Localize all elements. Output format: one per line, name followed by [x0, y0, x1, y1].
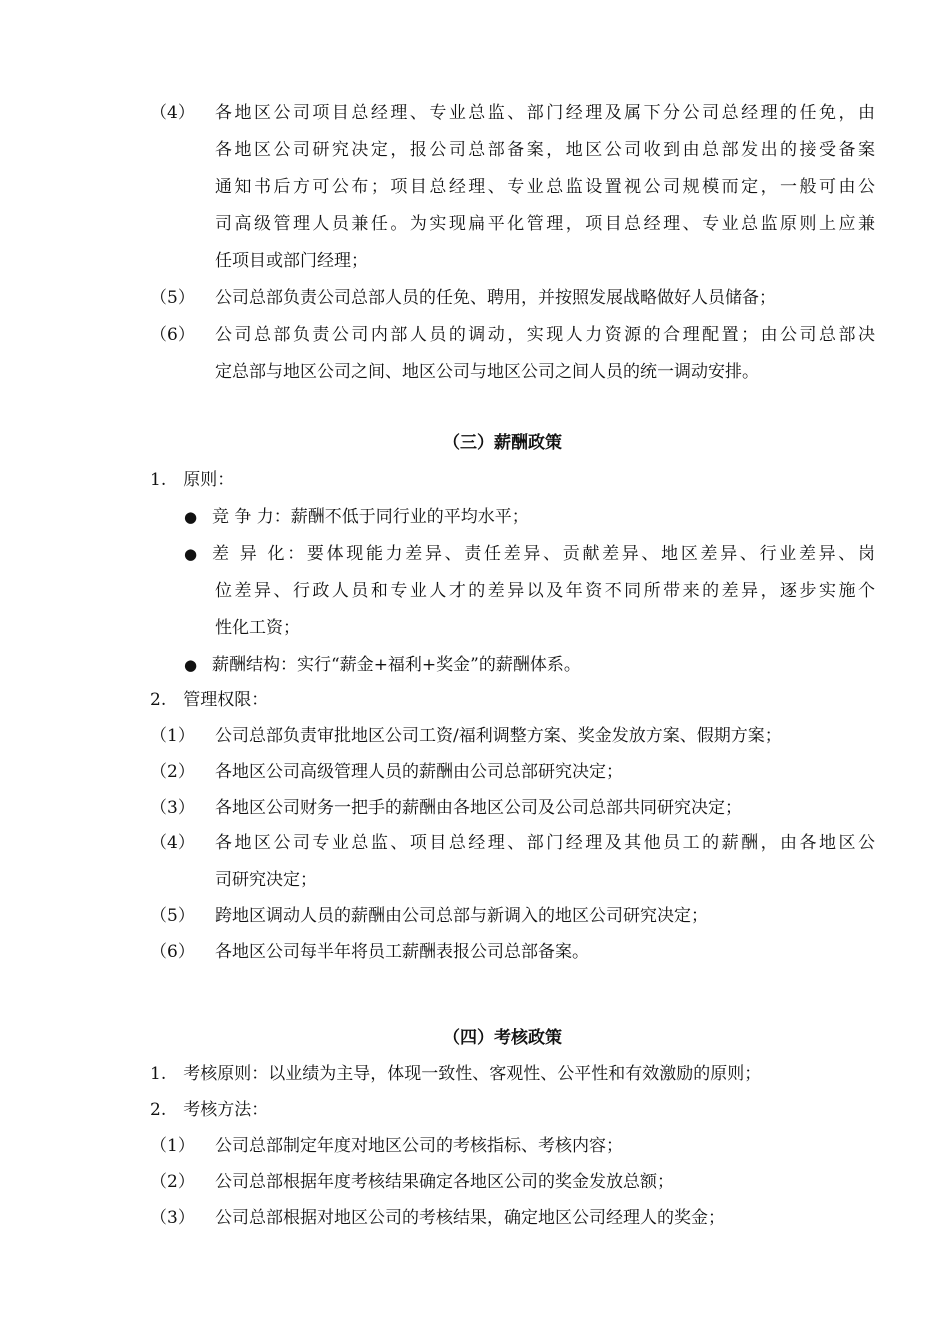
paragraph-line: 通知书后方可公布；项目总经理、专业总监设置视公司规模而定，一般可由公: [215, 177, 875, 197]
paragraph-line: 公司总部负责公司内部人员的调动，实现人力资源的合理配置；由公司总部决: [215, 325, 875, 345]
paragraph-line: 公司总部制定年度对地区公司的考核指标、考核内容；: [215, 1136, 623, 1156]
paragraph-line: 司高级管理人员兼任。为实现扁平化管理，项目总经理、专业总监原则上应兼: [215, 214, 875, 234]
paragraph-line: 各地区公司每半年将员工薪酬表报公司总部备案。: [215, 942, 589, 962]
item-number: （5）: [150, 288, 195, 308]
item-number: （3）: [150, 798, 195, 818]
item-number: （5）: [150, 906, 195, 926]
paragraph-line: 跨地区调动人员的薪酬由公司总部与新调入的地区公司研究决定；: [215, 906, 708, 926]
item-number: （6）: [150, 325, 195, 345]
bullet-text: 性化工资；: [215, 618, 300, 638]
paragraph-line: 定总部与地区公司之间、地区公司与地区公司之间人员的统一调动安排。: [215, 362, 759, 382]
subsection-label: 2. 考核方法：: [150, 1100, 269, 1120]
subsection-label: 1. 原则：: [150, 470, 235, 490]
item-number: （4）: [150, 103, 195, 123]
bullet-icon: ●: [184, 545, 198, 563]
bullet-text: 竞 争 力：薪酬不低于同行业的平均水平；: [212, 507, 529, 527]
item-number: （1）: [150, 726, 195, 746]
paragraph-line: 公司总部负责公司总部人员的任免、聘用，并按照发展战略做好人员储备；: [215, 288, 776, 308]
paragraph-line: 公司总部负责审批地区公司工资/福利调整方案、奖金发放方案、假期方案；: [215, 726, 782, 746]
paragraph-line: 各地区公司专业总监、项目总经理、部门经理及其他员工的薪酬，由各地区公: [215, 833, 875, 853]
bullet-text: 位差异、行政人员和专业人才的差异以及年资不同所带来的差异，逐步实施个: [215, 581, 875, 601]
paragraph-line: 各地区公司研究决定，报公司总部备案，地区公司收到由总部发出的接受备案: [215, 140, 875, 160]
section-heading: （四）考核政策: [443, 1028, 562, 1048]
paragraph-line: 各地区公司项目总经理、专业总监、部门经理及属下分公司总经理的任免，由: [215, 103, 875, 123]
subsection-label: 1. 考核原则：以业绩为主导，体现一致性、客观性、公平性和有效激励的原则；: [150, 1064, 762, 1084]
subsection-label: 2. 管理权限：: [150, 690, 269, 710]
item-number: （2）: [150, 1172, 195, 1192]
bullet-icon: ●: [184, 508, 198, 526]
paragraph-line: 司研究决定；: [215, 870, 317, 890]
item-number: （3）: [150, 1208, 195, 1228]
item-number: （2）: [150, 762, 195, 782]
paragraph-line: 各地区公司高级管理人员的薪酬由公司总部研究决定；: [215, 762, 623, 782]
paragraph-line: 公司总部根据年度考核结果确定各地区公司的奖金发放总额；: [215, 1172, 674, 1192]
item-number: （4）: [150, 833, 195, 853]
item-number: （1）: [150, 1136, 195, 1156]
paragraph-line: 各地区公司财务一把手的薪酬由各地区公司及公司总部共同研究决定；: [215, 798, 742, 818]
bullet-text: 薪酬结构：实行“薪金+福利+奖金”的薪酬体系。: [212, 655, 581, 675]
paragraph-line: 公司总部根据对地区公司的考核结果，确定地区公司经理人的奖金；: [215, 1208, 725, 1228]
bullet-text: 差 异 化：要体现能力差异、责任差异、贡献差异、地区差异、行业差异、岗: [212, 544, 875, 564]
bullet-icon: ●: [184, 656, 198, 674]
paragraph-line: 任项目或部门经理；: [215, 251, 368, 271]
item-number: （6）: [150, 942, 195, 962]
section-heading: （三）薪酬政策: [443, 433, 562, 453]
